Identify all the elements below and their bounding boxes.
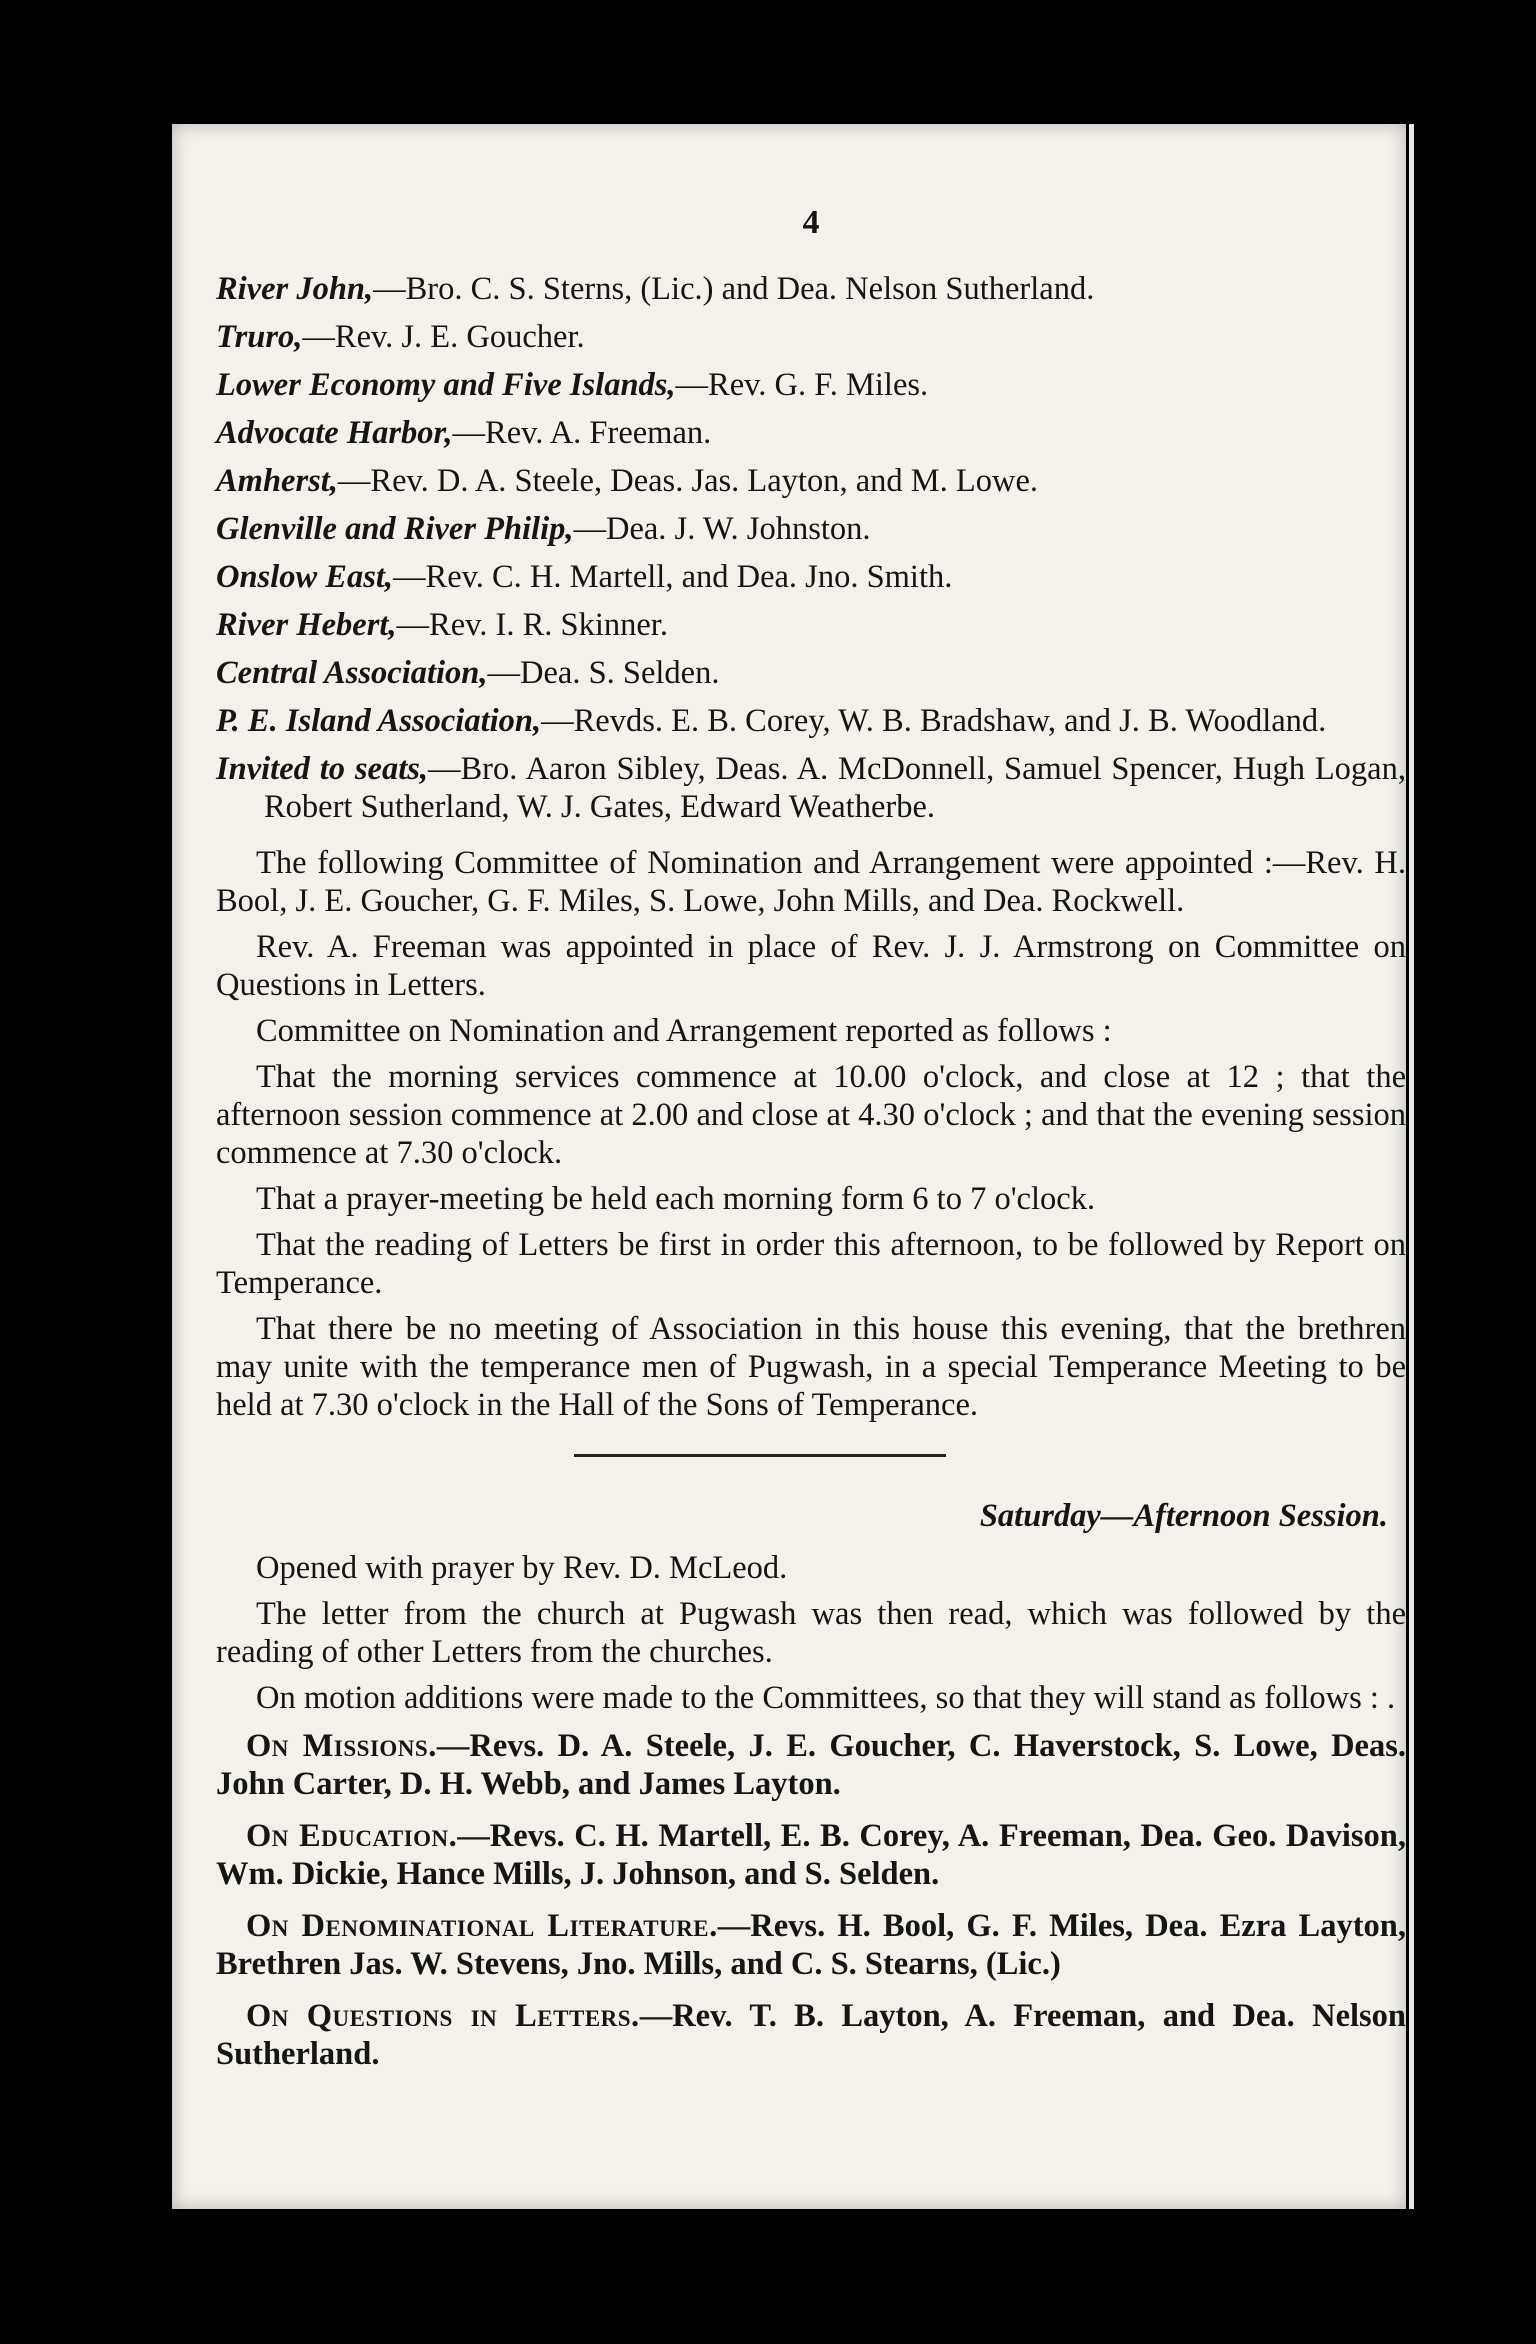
section-divider <box>574 1454 946 1457</box>
delegate-place: Glenville and River Philip, <box>216 511 574 547</box>
committee-members: —Revs. D. A. Steele, J. E. Goucher, C. Haverstock, S. Lowe, Deas. John Carter, D. H. Webb, and James Layton. <box>216 1728 1406 1802</box>
session-paragraph: The letter from the church at Pugwash was then read, which was followed by the reading of other Letters from the churches. <box>216 1596 1406 1670</box>
delegate-names: —Rev. A. Freeman. <box>452 415 712 451</box>
delegate-names: —Dea. J. W. Johnston. <box>573 511 871 547</box>
delegate-place: Advocate Harbor, <box>216 415 453 451</box>
committee-entry <box>216 1817 1406 1893</box>
delegate-names: —Bro. C. S. Sterns, (Lic.) and Dea. Nelson Sutherland. <box>373 271 1095 307</box>
delegate-names: —Rev. J. E. Goucher. <box>302 319 585 355</box>
delegate-place: Amherst, <box>216 463 338 499</box>
paragraph: Rev. A. Freeman was appointed in place of Rev. J. J. Armstrong on Committee on Questions in Letters. <box>216 929 1406 1003</box>
paragraph: That there be no meeting of Association in this house this evening, that the brethren may unite with the temperance men of Pugwash, in a special Temperance Meeting to be held at 7.30 o'clock in the Hall of the Sons of Temperance. <box>216 1311 1406 1423</box>
committee-members: —Revs. H. Bool, G. F. Miles, Dea. Ezra Layton, Brethren Jas. W. Stevens, Jno. Mills, and C. S. Stearns, (Lic.) <box>216 1908 1407 1982</box>
committee-members: —Revs. C. H. Martell, E. B. Corey, A. Freeman, Dea. Geo. Davison, Wm. Dickie, Hance Mills, J. Johnson, and S. Selden. <box>216 1818 1406 1892</box>
paragraph: Committee on Nomination and Arrangement reported as follows : <box>256 1013 1112 1049</box>
delegate-place: River John, <box>216 271 374 307</box>
delegate-entry <box>216 558 1406 596</box>
delegate-names: —Dea. S. Selden. <box>487 655 720 691</box>
delegate-names: —Revds. E. B. Corey, W. B. Bradshaw, and J. B. Woodland. <box>541 703 1327 739</box>
page-text <box>216 204 1406 2087</box>
delegate-names: —Bro. Aaron Sibley, Deas. A. McDonnell, Samuel Spencer, Hugh Logan, Robert Sutherland, W. J. Gates, Edward Weatherbe. <box>264 751 1406 825</box>
delegate-place: River Hebert, <box>216 607 397 643</box>
delegate-names: —Rev. C. H. Martell, and Dea. Jno. Smith. <box>393 559 953 595</box>
delegate-entry <box>216 606 1406 644</box>
page-number: 4 <box>802 204 820 241</box>
delegate-entry <box>216 366 1406 404</box>
delegate-names: —Rev. D. A. Steele, Deas. Jas. Layton, and M. Lowe. <box>337 463 1039 499</box>
delegate-entry <box>216 702 1406 740</box>
delegate-names: —Rev. G. F. Miles. <box>675 367 929 403</box>
committee-list <box>216 1727 1406 2073</box>
committee-title: On Education. <box>246 1818 458 1854</box>
delegate-entry <box>216 510 1406 548</box>
delegate-place: Central Association, <box>216 655 488 691</box>
paragraph: The following Committee of Nomination and Arrangement were appointed :—Rev. H. Bool, J. E. Goucher, G. F. Miles, S. Lowe, John Mills, and Dea. Rockwell. <box>216 845 1406 919</box>
delegate-names: —Rev. I. R. Skinner. <box>396 607 668 643</box>
delegate-place: Truro, <box>216 319 303 355</box>
page-content-frame <box>172 124 1406 2209</box>
delegate-entry <box>216 750 1406 826</box>
committee-title: On Missions. <box>246 1728 437 1764</box>
delegate-place: P. E. Island Association, <box>216 703 542 739</box>
delegate-place: Lower Economy and Five Islands, <box>216 367 676 403</box>
committee-members: —Rev. T. B. Layton, A. Freeman, and Dea. Nelson Sutherland. <box>216 1998 1406 2072</box>
paragraph: That a prayer-meeting be held each morning form 6 to 7 o'clock. <box>256 1181 1096 1217</box>
delegate-entry <box>216 462 1406 500</box>
session-paragraph: On motion additions were made to the Committees, so that they will stand as follows : . <box>256 1680 1396 1716</box>
delegate-entry <box>216 414 1406 452</box>
paragraph: That the morning services commence at 10.00 o'clock, and close at 12 ; that the afternoon session commence at 2.00 and close at 4.30 o'clock ; and that the evening session commence at 7.30 o'clock. <box>216 1059 1406 1171</box>
paragraph: That the reading of Letters be first in order this afternoon, to be followed by Report on Temperance. <box>216 1227 1406 1301</box>
page-edge <box>1409 124 1414 2209</box>
committee-entry <box>216 1727 1406 1803</box>
session-paragraph: Opened with prayer by Rev. D. McLeod. <box>256 1550 788 1586</box>
committee-title: On Denominational Literature. <box>246 1908 718 1944</box>
delegate-list <box>216 270 1406 826</box>
committee-title: On Questions in Letters. <box>246 1998 640 2034</box>
delegate-place: Invited to seats, <box>216 751 428 787</box>
committee-entry <box>216 1907 1406 1983</box>
delegate-entry <box>216 318 1406 356</box>
committee-entry <box>216 1997 1406 2073</box>
delegate-entry <box>216 270 1406 308</box>
delegate-entry <box>216 654 1406 692</box>
session-heading: Saturday—Afternoon Session. <box>979 1498 1388 1534</box>
delegate-place: Onslow East, <box>216 559 394 595</box>
